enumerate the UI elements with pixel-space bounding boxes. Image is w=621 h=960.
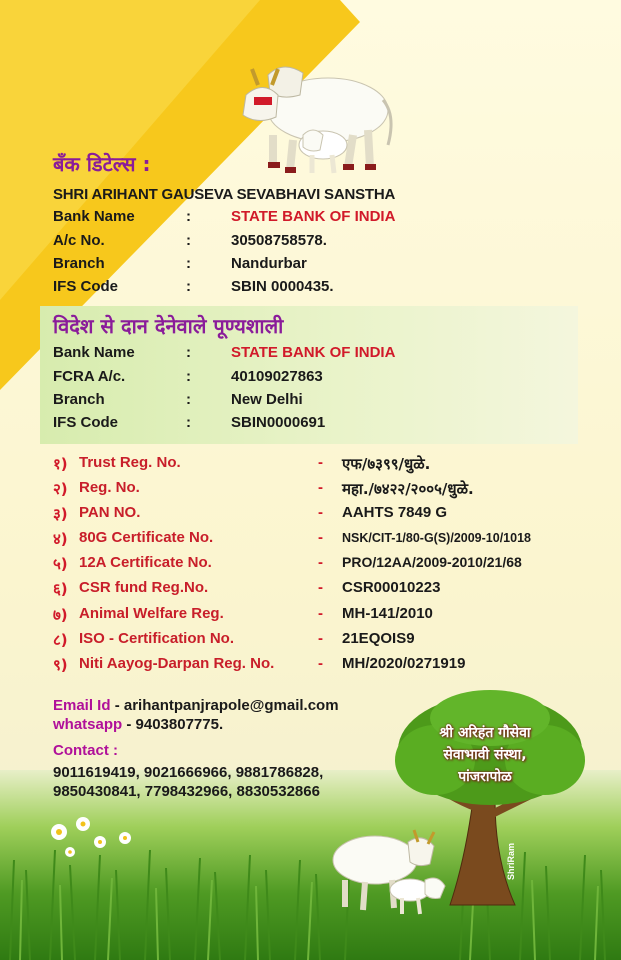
registration-dash: - bbox=[318, 504, 323, 521]
registration-value: महा./७४२२/२००५/धुळे. bbox=[342, 480, 474, 498]
phone-numbers-line-2: 9850430841, 7798432966, 8830532866 bbox=[53, 783, 320, 800]
bank-row-value: SBIN 0000435. bbox=[231, 278, 334, 295]
registration-number: १) bbox=[53, 455, 68, 473]
registration-label: 12A Certificate No. bbox=[79, 554, 212, 571]
registration-label: Trust Reg. No. bbox=[79, 454, 181, 471]
contact-phone-numbers bbox=[53, 763, 323, 801]
registration-dash: - bbox=[318, 579, 323, 596]
tree-sign-line-2: सेवाभावी संस्था, bbox=[443, 747, 527, 763]
registration-value: MH/2020/0271919 bbox=[342, 655, 466, 672]
bank-row-label: Bank Name bbox=[53, 208, 135, 225]
fcra-row-value: New Delhi bbox=[231, 391, 303, 408]
registration-label: PAN NO. bbox=[79, 504, 141, 521]
registration-label: CSR fund Reg.No. bbox=[79, 579, 209, 596]
registration-label: 80G Certificate No. bbox=[79, 529, 214, 546]
registration-number: २) bbox=[53, 480, 68, 498]
bank-row-value: Nandurbar bbox=[231, 255, 307, 272]
registration-number: ८) bbox=[53, 631, 68, 649]
registration-dash: - bbox=[318, 605, 323, 622]
daisy-flowers-decoration bbox=[45, 812, 145, 872]
email-label: Email Id bbox=[53, 697, 111, 714]
fcra-row-colon: : bbox=[186, 391, 191, 408]
bank-details-title: बँक डिटेल्स : bbox=[53, 152, 151, 176]
foreign-donors-title: विदेश से दान देनेवाले पूण्यशाली bbox=[53, 314, 284, 338]
registration-dash: - bbox=[318, 554, 323, 571]
bank-row-label: IFS Code bbox=[53, 278, 119, 295]
fcra-row-colon: : bbox=[186, 344, 191, 361]
registration-label: Niti Aayog-Darpan Reg. No. bbox=[79, 655, 275, 672]
registration-dash: - bbox=[318, 630, 323, 647]
bank-row-value: STATE BANK OF INDIA bbox=[231, 208, 396, 225]
tree-sign-line-3: पांजरापोळ bbox=[458, 769, 512, 785]
registration-dash: - bbox=[318, 454, 323, 471]
registration-value: एफ/७३९९/धुळे. bbox=[342, 455, 431, 473]
registration-dash: - bbox=[318, 655, 323, 672]
artist-credit: ShriRam bbox=[506, 842, 516, 880]
tree-sign-text bbox=[390, 722, 580, 788]
fcra-row-label: Branch bbox=[53, 391, 105, 408]
registration-value: AAHTS 7849 G bbox=[342, 504, 448, 521]
registration-value: CSR00010223 bbox=[342, 579, 441, 596]
whatsapp-value: - 9403807775. bbox=[122, 716, 224, 733]
email-value: - arihantpanjrapole@gmail.com bbox=[110, 697, 339, 714]
organization-name: SHRI ARIHANT GAUSEVA SEVABHAVI SANSTHA bbox=[53, 186, 396, 203]
bank-row-label: A/c No. bbox=[53, 232, 105, 249]
registration-value: 21EQOIS9 bbox=[342, 630, 415, 647]
registration-number: ३) bbox=[53, 505, 68, 523]
registration-number: ५) bbox=[53, 555, 68, 573]
registration-number: ७) bbox=[53, 606, 68, 624]
fcra-row-label: FCRA A/c. bbox=[53, 368, 126, 385]
fcra-row-value: 40109027863 bbox=[231, 368, 323, 385]
phone-numbers-line-1: 9011619419, 9021666966, 9881786828, bbox=[53, 764, 324, 781]
cow-calf-illustration-bottom bbox=[330, 822, 450, 917]
bank-row-colon: : bbox=[186, 278, 191, 295]
bank-row-label: Branch bbox=[53, 255, 105, 272]
email-line bbox=[53, 697, 339, 714]
whatsapp-line bbox=[53, 716, 223, 733]
registration-dash: - bbox=[318, 479, 323, 496]
registration-label: ISO - Certification No. bbox=[79, 630, 235, 647]
fcra-row-colon: : bbox=[186, 414, 191, 431]
registration-value: PRO/12AA/2009-2010/21/68 bbox=[342, 554, 522, 570]
registration-value: MH-141/2010 bbox=[342, 605, 433, 622]
registration-number: ६) bbox=[53, 580, 68, 598]
bank-row-value: 30508758578. bbox=[231, 232, 327, 249]
registration-label: Animal Welfare Reg. bbox=[79, 605, 224, 622]
cow-calf-illustration-top bbox=[228, 55, 398, 180]
fcra-row-value: STATE BANK OF INDIA bbox=[231, 344, 396, 361]
tree-sign-line-1: श्री अरिहंत गौसेवा bbox=[439, 725, 531, 741]
contact-label: Contact : bbox=[53, 742, 118, 759]
registration-label: Reg. No. bbox=[79, 479, 140, 496]
bank-row-colon: : bbox=[186, 208, 191, 225]
bank-row-colon: : bbox=[186, 232, 191, 249]
fcra-row-value: SBIN0000691 bbox=[231, 414, 326, 431]
whatsapp-label: whatsapp bbox=[53, 716, 123, 733]
fcra-row-label: Bank Name bbox=[53, 344, 135, 361]
registration-number: ९) bbox=[53, 656, 68, 674]
registration-value: NSK/CIT-1/80-G(S)/2009-10/1018 bbox=[342, 531, 531, 545]
fcra-row-colon: : bbox=[186, 368, 191, 385]
fcra-row-label: IFS Code bbox=[53, 414, 119, 431]
bank-row-colon: : bbox=[186, 255, 191, 272]
registration-dash: - bbox=[318, 529, 323, 546]
registration-number: ४) bbox=[53, 530, 68, 548]
